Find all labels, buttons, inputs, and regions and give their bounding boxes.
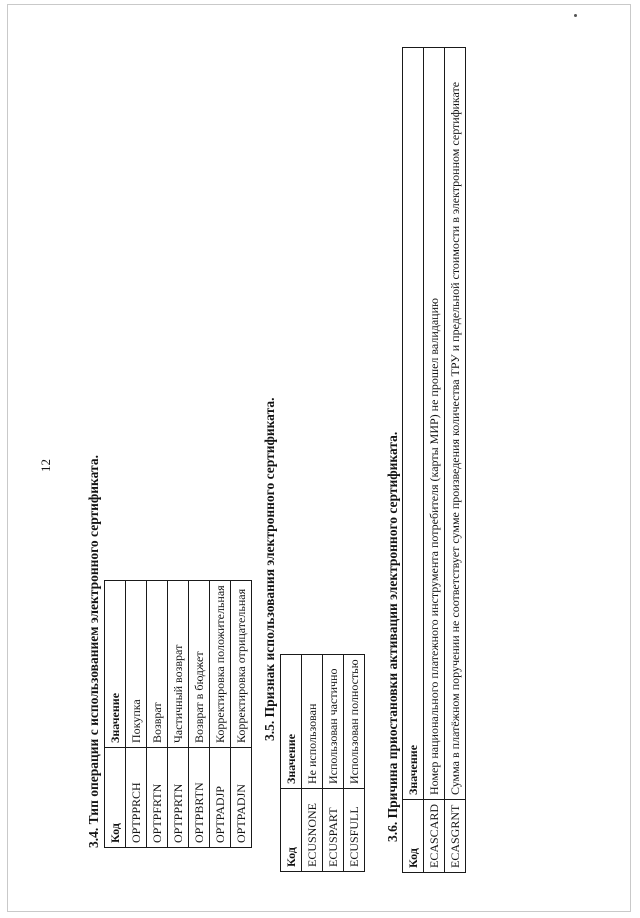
column-header-code: Код [403,799,424,872]
code-cell: ECASGRNT [445,799,466,872]
table-row [445,47,466,872]
section-3-5-heading: 3.5. Признак использования электронного сертификата. [262,397,277,741]
value-cell: Номер национального платежного инструмента потребителя (карты МИР) не прошел валидацию [424,47,445,799]
code-cell: OPTPBRTN [189,748,210,848]
value-cell: Использован полностью [344,655,365,789]
value-cell: Возврат в бюджет [189,581,210,748]
code-cell: OPTPADJP [210,748,231,848]
code-cell: ECUSPART [323,789,344,872]
column-header-code: Код [105,748,126,848]
page-number: 12 [38,459,53,472]
table-row [323,655,344,872]
table-row [147,581,168,848]
table-row [424,47,445,872]
code-cell: OPTPADJN [231,748,252,848]
table-row [126,581,147,848]
code-cell: OPTPFRTN [147,748,168,848]
code-cell: OPTPPRTN [168,748,189,848]
table-row [189,581,210,848]
table-header-row [105,581,126,848]
section-3-4-heading: 3.4. Тип операции с использованием электронного сертификата. [86,455,101,848]
value-cell: Возврат [147,581,168,748]
code-cell: ECUSNONE [302,789,323,872]
column-header-value: Значение [281,655,302,789]
value-cell: Корректировка положительная [210,581,231,748]
operation-type-table [104,580,252,848]
table-header-row [281,655,302,872]
code-cell: ECUSFULL [344,789,365,872]
table-row [344,655,365,872]
table-row [168,581,189,848]
suspension-reason-table [402,47,466,873]
table-row [231,581,252,848]
value-cell: Сумма в платёжном поручении не соответствует сумме произведения количества ТРУ и предельной стоимости в электронном сертификате [445,47,466,799]
column-header-value: Значение [105,581,126,748]
value-cell: Не использован [302,655,323,789]
usage-status-table [280,654,365,872]
code-cell: ECASCARD [424,799,445,872]
value-cell: Корректировка отрицательная [231,581,252,748]
section-3-6-heading: 3.6. Причина приостановки активации электронного сертификата. [385,431,400,842]
column-header-value: Значение [403,47,424,799]
table-row [302,655,323,872]
table-header-row [403,47,424,872]
value-cell: Использован частично [323,655,344,789]
code-cell: OPTPPRCH [126,748,147,848]
value-cell: Частичный возврат [168,581,189,748]
table-row [210,581,231,848]
value-cell: Покупка [126,581,147,748]
column-header-code: Код [281,789,302,872]
